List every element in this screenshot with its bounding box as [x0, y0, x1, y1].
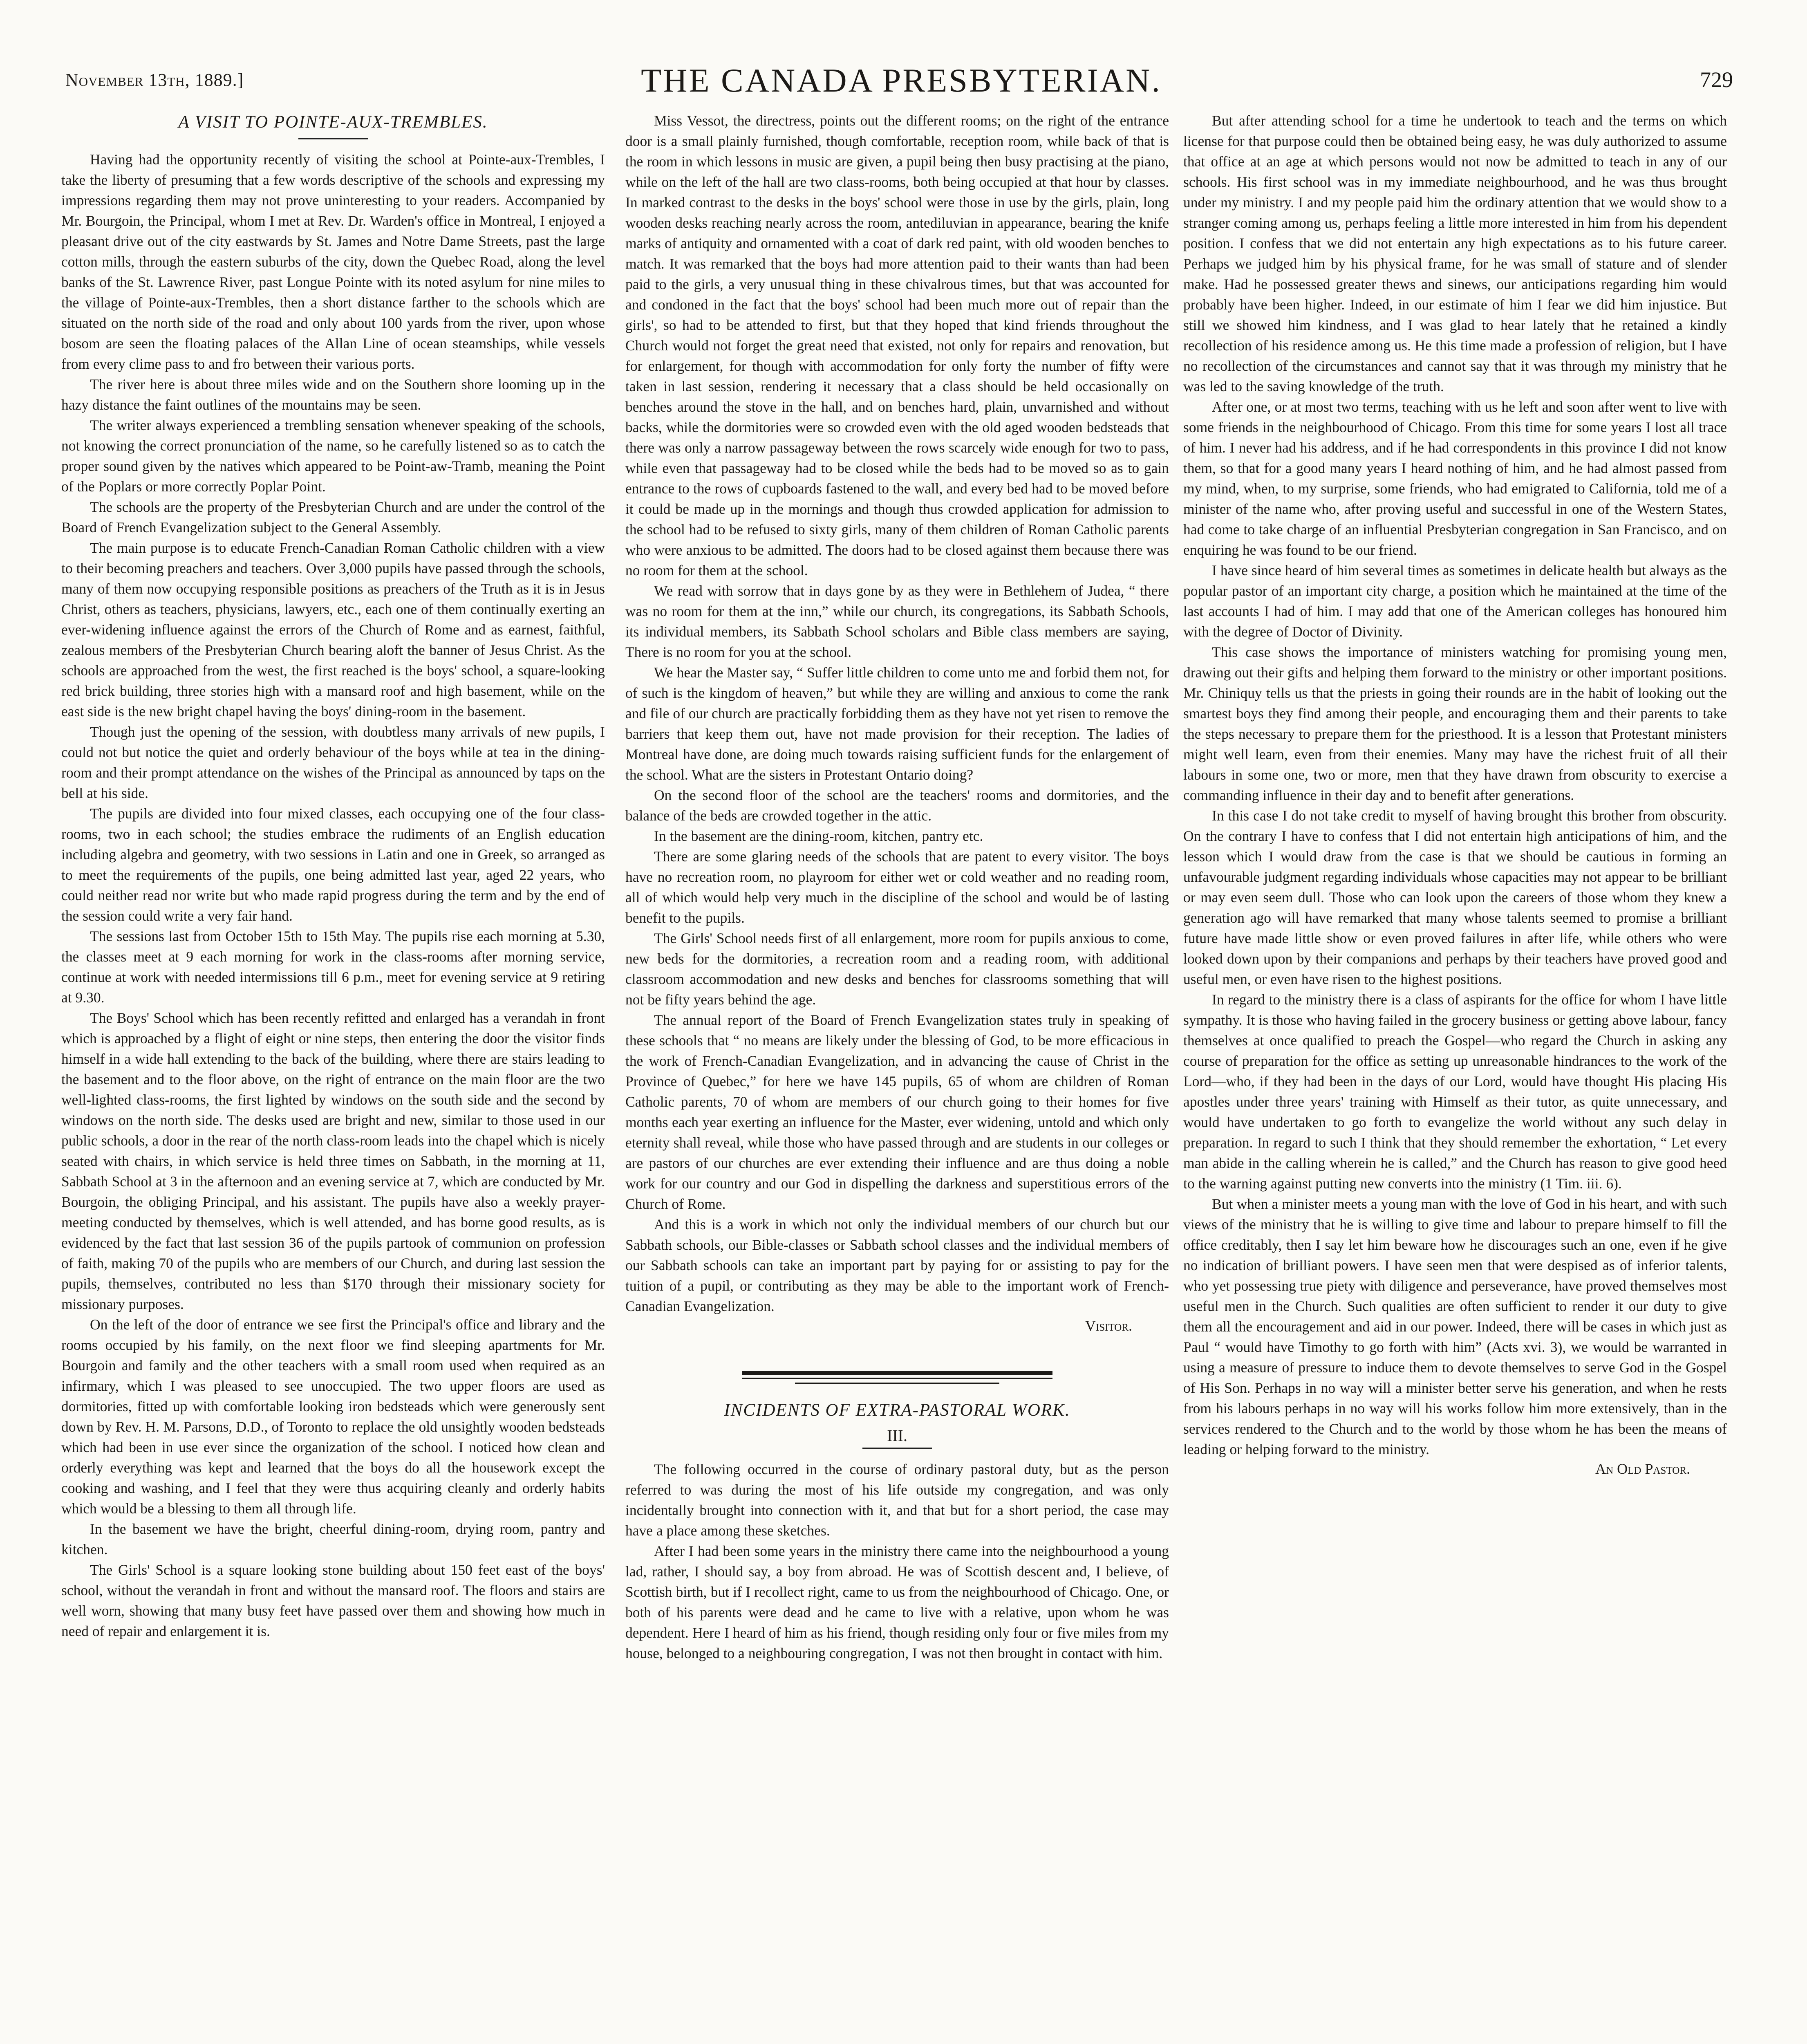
column-2 — [625, 110, 1169, 2044]
paragraph: In regard to the ministry there is a class of aspirants for the office for whom I have little sympathy. It is those who having failed in the grocery business or getting above labour, fancy themselves at once qualified to preach the Gospel—who regard the Church in asking any course of preparation for the office as setting up unreasonable hindrances to the work of the Lord—who, if they had been in the days of our Lord, would have thought His placing His apostles under three years' training with Himself as their tutor, as quite unnecessary, and would have undertaken to go forth to evangelize the world without any such delay in preparation. In regard to such I think that they should remember the exhortation, “ Let every man abide in the calling wherein he is called,” and the Church has reason to give good heed to the warning against putting new converts into the ministry (1 Tim. iii. 6). — [1183, 991, 1727, 1192]
paragraph: Though just the opening of the session, with doubtless many arrivals of new pupils, I could not but notice the quiet and orderly behaviour of the boys while at tea in the dining-room and their prompt attendance on the wishes of the Principal as announced by taps on the bell at his side. — [61, 724, 605, 801]
paragraph: In this case I do not take credit to myself of having brought this brother from obscurity. On the contrary I have to confess that I did not entertain high anticipations of him, and the lesson which I would draw from the case is that we should be cautious in forming an unfavourable judgment regarding individuals whose capacities may not appear to be brilliant or may even seem dull. Those who can look upon the careers of those whom they knew a generation ago will have remarked that many whose talents seemed to promise a brilliant future have made little show or even proved failures in after life, while others who were looked down upon by their companions and perhaps by their teachers have proved good and useful men, or even have risen to the highest positions. — [1183, 807, 1727, 987]
paragraph: On the left of the door of entrance we see first the Principal's office and library and the rooms occupied by his family, on the next floor we find sleeping apartments for Mr. Bourgoin and family and the other teachers with a small room used when required as an infirmary, which I was pleased to see unoccupied. The two upper floors are used as dormitories, fitted up with comfortable looking iron bedsteads which were generously sent down by Rev. H. M. Parsons, D.D., of Toronto to replace the old unsightly wooden bedsteads which had been in use ever since the organization of the school. I noticed how clean and orderly everything was kept and learned that the boys do all the housework except the cooking and washing, and I feel that they were thus acquiring cleanly and orderly habits which would be a blessing to them all through life. — [61, 1316, 605, 1517]
paragraph: The schools are the property of the Presbyterian Church and are under the control of the Board of French Evangelization subject to the General Assembly. — [61, 499, 605, 536]
masthead: THE CANADA PRESBYTERIAN. — [641, 62, 1162, 99]
paragraph: This case shows the importance of ministers watching for promising young men, drawing out their gifts and helping them forward to the ministry or other important positions. Mr. Chiniquy tells us that the priests in going their rounds are in the habit of looking out the smartest boys they find among their people, and encouraging them and their parents to take the steps necessary to prepare them for the priesthood. It is a lesson that Protestant ministers might well learn, even from their enemies. Many may have the richest fruit of all their labours in some one, two or more, men that they have drawn from obscurity to exercise a commanding influence in their day and to benefit after generations. — [1183, 644, 1727, 803]
paragraph: The river here is about three miles wide and on the Southern shore looming up in the hazy distance the faint outlines of the mountains may be seen. — [61, 376, 605, 413]
paragraph: Having had the opportunity recently of visiting the school at Pointe-aux-Trembles, I take the liberty of presuming that a few words descriptive of the schools and expressing my impressions regarding them may not prove uninteresting to your readers. Accompanied by Mr. Bourgoin, the Principal, whom I met at Rev. Dr. Warden's office in Montreal, I enjoyed a pleasant drive out of the city eastwards by St. James and Notre Dame Streets, past the large cotton mills, through the eastern suburbs of the city, down the Quebec Road, along the level banks of the St. Lawrence River, past Longue Pointe with its noted asylum for nine miles to the village of Pointe-aux-Trembles, then a short distance farther to the schools which are situated on the north side of the road and only about 100 yards from the river, upon whose bosom are seen the floating palaces of the Allan Line of ocean steamships, while vessels from every clime pass to and fro between their various ports. — [61, 151, 605, 372]
title-rule — [298, 138, 368, 139]
article-title: A VISIT TO POINTE-AUX-TREMBLES. — [178, 112, 488, 132]
paragraph: The following occurred in the course of ordinary pastoral duty, but as the person referred to was during the most of his life outside my congregation, and was only incidentally brought into connection with it, and that but for a short period, the case may have a place among these sketches. — [625, 1461, 1169, 1539]
paragraph: The Girls' School is a square looking stone building about 150 feet east of the boys' school, without the verandah in front and without the mansard roof. The floors and stairs are well worn, showing that many busy feet have passed over them and showing how much in need of repair and enlargement it is. — [61, 1562, 605, 1639]
page-number: 729 — [1700, 67, 1733, 92]
paragraph: We hear the Master say, “ Suffer little children to come unto me and forbid them not, for of such is the kingdom of heaven,” but while they are willing and anxious to come the rank and file of our church are practically forbidding them as they have not yet risen to remove the barriers that keep them out, have not made provision for their reception. The ladies of Montreal have done, are doing much towards raising sufficient funds for the enlargement of the school. What are the sisters in Protestant Ontario doing? — [625, 664, 1169, 783]
paragraph: We read with sorrow that in days gone by as they were in Bethlehem of Judea, “ there was no room for them at the inn,” while our church, its congregations, its Sabbath Schools, its individual members, its Sabbath School scholars and Bible class members are saying, There is no room for you at the school. — [625, 583, 1169, 660]
paragraph: After one, or at most two terms, teaching with us he left and soon after went to live with some friends in the neighbourhood of Chicago. From this time for some years I lost all trace of him. I never had his address, and if he had correspondents in this province I did not know them, so that for a good many years I heard nothing of him, and he had almost passed from my mind, when, to my surprise, some friends, who had emigrated to California, told me of a minister of the name who, after proving useful and successful in one of the Western States, had come to take charge of an influential Presbyterian congregation in San Francisco, and on enquiring he was found to be our friend. — [1183, 399, 1727, 558]
article-signature: An Old Pastor. — [1595, 1461, 1690, 1477]
paragraph: The pupils are divided into four mixed classes, each occupying one of the four class-rooms, two in each school; the studies embrace the rudiments of an English education including algebra and geometry, with two sessions in Latin and one in Greek, so arranged as to meet the requirements of the pupils, one being admitted last year, aged 22 years, who could neither read nor write but who made rapid progress during the term and by the end of the session could write a very fair hand. — [61, 805, 605, 924]
part-number: III. — [887, 1426, 907, 1445]
divider-thin-rule — [742, 1378, 1052, 1379]
section-divider — [742, 1371, 1052, 1384]
article-signature: Visitor. — [1085, 1318, 1132, 1334]
column-1 — [61, 110, 605, 2044]
paragraph: Miss Vessot, the directress, points out the different rooms; on the right of the entrance door is a small plainly furnished, though comfortable, reception room, while back of that is the room in which lessons in music are given, a pupil being then busy practising at the piano, while on the left of the hall are two class-rooms, both being occupied at that hour by classes. In marked contrast to the desks in the boys' school were those in use by the girls, plain, long wooden desks reaching nearly across the room, antediluvian in appearance, bearing the knife marks of antiquity and ornamented with a coat of dark red paint, with old wooden benches to match. It was remarked that the boys had more attention paid to their wants than had been paid to the girls, a very unusual thing in these chivalrous times, but that was accounted for and condoned in the fact that the boys' school had been much more out of repair than the girls', so had to be attended to first, but that they hoped that kind friends throughout the Church would not forget the great need that existed, not only for repairs and renovation, but for enlargement, for though with accommodation for only forty the number of fifty were taken in last session, rendering it necessary that a class should be held occasionally on benches around the stove in the hall, and on benches hard, plain, unvarnished and without backs, while the dormitories were so crowded even with the old aged wooden bedsteads that there was only a narrow passageway between the rows scarcely wide enough for two to pass, while even that passageway had to be closed while the beds had to be moved so as to gain entrance to the rows of cupboards fastened to the wall, and every bed had to be moved before it could be made up in the mornings and though thus crowded application for admission to the school had to be refused to sixty girls, many of them children of Roman Catholic parents who were anxious to be admitted. The doors had to be closed against them because there was no room for them at the school. — [625, 112, 1169, 578]
paragraph: But when a minister meets a young man with the love of God in his heart, and with such views of the ministry that he is willing to give time and labour to prepare himself to fill the office creditably, then I say let him beware how he discourages such an one, even if he give no indication of brilliant powers. I have seen men that were despised as of inferior talents, who yet possessing true piety with diligence and perseverance, have proved themselves most useful men in the Church. Such qualities are often sufficient to render it our duty to give them all the encouragement and aid in our power. Indeed, there will be cases in which just as Paul “ would have Timothy to go forth with him” (Acts xvi. 3), we would be warranted in using a measure of pressure to induce them to devote themselves to serve God in the Gospel of His Son. Perhaps in no way will a minister better serve his generation, and when he rests from his labours perhaps in no way will his works follow him more extensively, than in the services rendered to the Church and to the world by those whom he has been the means of leading or helping forward to the ministry. — [1183, 1196, 1727, 1457]
paragraph: In the basement are the dining-room, kitchen, pantry etc. — [654, 828, 983, 844]
article-title: INCIDENTS OF EXTRA-PASTORAL WORK. — [724, 1401, 1070, 1420]
paragraph: The sessions last from October 15th to 15th May. The pupils rise each morning at 5.30, the classes meet at 9 each morning for work in the class-rooms after morning service, continue at work with needed intermissions till 6 p.m., meet for evening service at 9 retiring at 9.30. — [61, 928, 605, 1006]
paragraph: I have since heard of him several times as sometimes in delicate health but always as the popular pastor of an important city charge, a position which he maintained at the time of the last accounts I had of him. I may add that one of the American colleges has honoured him with the degree of Doctor of Divinity. — [1183, 562, 1727, 640]
paragraph: On the second floor of the school are the teachers' rooms and dormitories, and the balance of the beds are crowded together in the attic. — [625, 787, 1169, 824]
paragraph: The Boys' School which has been recently refitted and enlarged has a verandah in front which is approached by a flight of eight or nine steps, then entering the door the visitor finds himself in a wide hall extending to the back of the building, where there are stairs leading to the basement and to the floor above, on the right of entrance on the main floor are the two well-lighted class-rooms, the first lighted by windows on the south side and the second by windows on the north side. The desks used are bright and new, similar to those used in our public schools, a door in the rear of the north class-room leads into the chapel which is nicely seated with chairs, in which service is held three times on Sabbath, in the morning at 11, Sabbath School at 3 in the afternoon and an evening service at 7, which are conducted by Mr. Bourgoin, the obliging Principal, and his assistant. The pupils have also a weekly prayer-meeting conducted by themselves, which is well attended, and has borne good results, as is evidenced by the fact that last session 36 of the pupils partook of communion on profession of faith, making 70 of the pupils who are members of our Church, and during last session the pupils, themselves, contributed no less than $170 through their missionary society for missionary purposes. — [61, 1010, 605, 1312]
paragraph: The annual report of the Board of French Evangelization states truly in speaking of these schools that “ no means are likely under the blessing of God, to be more efficacious in the work of French-Canadian Evangelization, and in advancing the cause of Christ in the Province of Quebec,” for here we have 145 pupils, 65 of whom are children of Roman Catholic parents, 70 of whom are members of our church going to their homes for five months each year exerting an influence for the Master, ever widening, untold and which only eternity shall reveal, while those who have passed through and are students in our colleges or are pastors of our churches are ever extending their influence and are thus doing a noble work for our country and our God in dispelling the darkness and superstitious errors of the Church of Rome. — [625, 1012, 1169, 1212]
paragraph: In the basement we have the bright, cheerful dining-room, drying room, pantry and kitchen. — [61, 1521, 605, 1558]
paragraph: But after attending school for a time he undertook to teach and the terms on which license for that purpose could then be obtained being easy, he was duly authorized to assume that office at an age at which persons would not now be admitted to teach in any of our schools. His first school was in my immediate neighbourhood, and he was thus brought under my ministry. I and my people paid him the ordinary attention that we would show to a stranger coming among us, perhaps feeling a little more interested in him from his dependent position. I confess that we did not entertain any high expectations as to his future career. Perhaps we judged him by his physical frame, for he was small of stature and of slender make. Had he possessed greater thews and sinews, our anticipations regarding him would probably have been higher. Indeed, in our estimate of him I fear we did him injustice. But still we showed him kindness, and I was glad to hear lately that he retained a kindly recollection of his residence among us. He this time made a profession of religion, but I have no recollection of the circumstances and cannot say that it was through my ministry that he was led to the saving knowledge of the truth. — [1183, 112, 1727, 394]
issue-date: November 13th, 1889.] — [65, 70, 244, 90]
paragraph: The main purpose is to educate French-Canadian Roman Catholic children with a view to their becoming preachers and teachers. Over 3,000 pupils have passed through the schools, many of them now occupying responsible positions as preachers of the Truth as it is in Jesus Christ, others as teachers, physicians, lawyers, etc., each one of them continually exerting an ever-widening influence against the errors of the Church of Rome and as earnest, faithful, zealous members of the Presbyterian Church bearing aloft the banner of Jesus Christ. As the schools are approached from the west, the first reached is the boys' school, a square-looking red brick building, three stories high with a mansard roof and high basement, while on the east side is the new bright chapel having the boys' dining-room in the basement. — [61, 540, 605, 719]
divider-thick-rule — [742, 1371, 1052, 1375]
page-header — [53, 61, 1749, 106]
column-3 — [1183, 110, 1727, 2044]
divider-short-rule — [795, 1383, 999, 1384]
paragraph: The Girls' School needs first of all enlargement, more room for pupils anxious to come, new beds for the dormitories, a recreation room and a reading room, with additional classroom accommodation and new desks and benches for classrooms something that will not be fifty years behind the age. — [625, 930, 1169, 1008]
title-rule — [862, 1448, 932, 1449]
paragraph: There are some glaring needs of the schools that are patent to every visitor. The boys have no recreation room, no playroom for either wet or cold weather and no reading room, all of which would help very much in the discipline of the school and would be of lasting benefit to the pupils. — [625, 848, 1169, 926]
paragraph: After I had been some years in the ministry there came into the neighbourhood a young lad, rather, I should say, a boy from abroad. He was of Scottish descent and, I believe, of Scottish birth, but if I recollect right, came to us from the neighbourhood of Chicago. One, or both of his parents were dead and he came to live with a relative, upon whom he was dependent. Here I heard of him as his friend, though residing only four or five miles from my house, belonged to a neighbouring congregation, I was not then brought in contact with him. — [625, 1543, 1169, 1661]
paragraph: And this is a work in which not only the individual members of our church but our Sabbath schools, our Bible-classes or Sabbath school classes and the individual members of our Sabbath schools can take an important part by paying for or assisting to pay for the tuition of a pupil, or contributing as they may be able to the important work of French-Canadian Evangelization. — [625, 1216, 1169, 1314]
paragraph: The writer always experienced a trembling sensation whenever speaking of the schools, not knowing the correct pronunciation of the name, so he carefully listened so as to catch the proper sound given by the natives which appeared to be Point-aw-Tramb, meaning the Point of the Poplars or more correctly Poplar Point. — [61, 417, 605, 495]
